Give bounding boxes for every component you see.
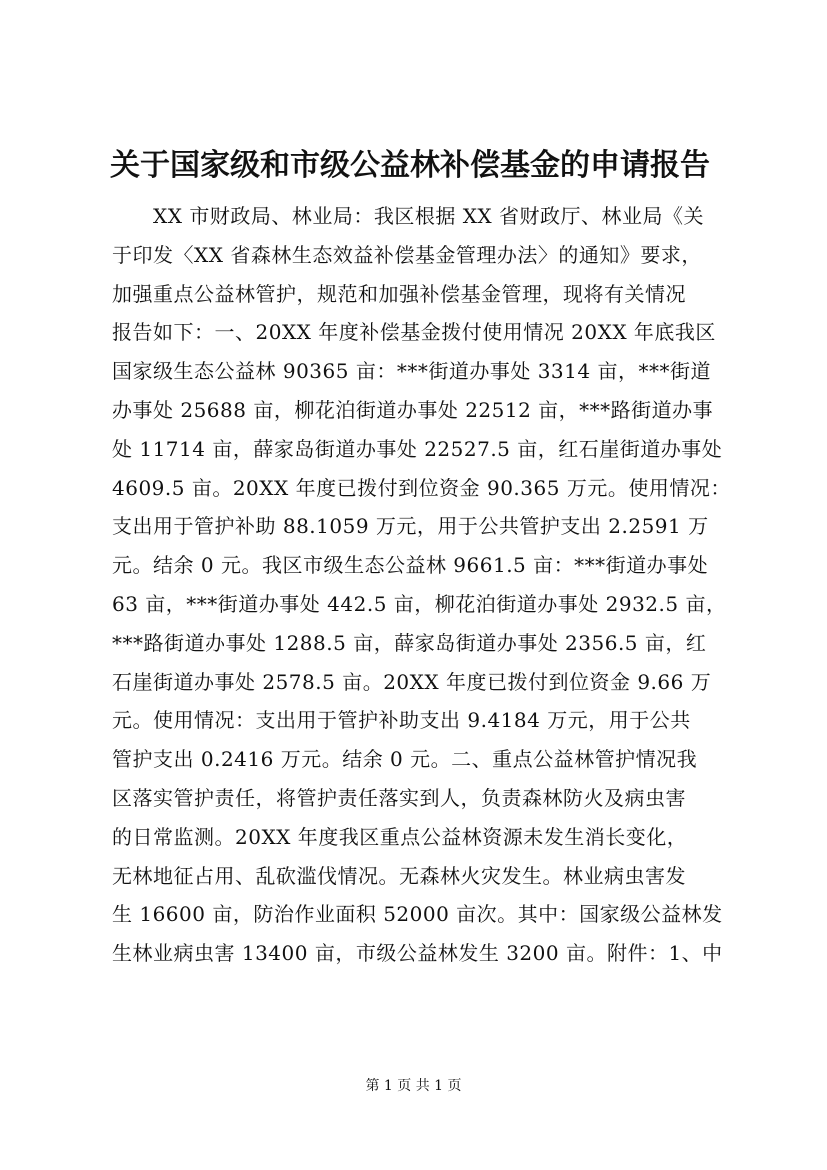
body-line: 的日常监测。20XX 年度我区重点公益林资源未发生消长变化， [112,824,688,849]
body-line: 元。使用情况：支出用于管护补助支出 9.4184 万元，用于公共 [112,708,691,733]
body-line: 元。结余 0 元。我区市级生态公益林 9661.5 亩：***街道办事处 [112,553,709,578]
body-line: 生林业病虫害 13400 亩，市级公益林发生 3200 亩。附件：1、中 [112,941,723,966]
body-line: 支出用于管护补助 88.1059 万元，用于公共管护支出 2.2591 万 [112,514,709,539]
body-line: 加强重点公益林管护，规范和加强补偿基金管理，现将有关情况 [112,281,686,306]
document-body [112,197,732,973]
body-line: 区落实管护责任，将管护责任落实到人，负责森林防火及病虫害 [112,785,686,810]
body-line: 无林地征占用、乱砍滥伐情况。无森林火灾发生。林业病虫害发 [112,863,686,888]
body-line: ***路街道办事处 1288.5 亩，薛家岛街道办事处 2356.5 亩，红 [112,630,707,655]
body-line: 处 11714 亩，薛家岛街道办事处 22527.5 亩，红石崖街道办事处 [112,436,723,461]
body-line: 报告如下：一、20XX 年度补偿基金拨付使用情况 20XX 年底我区 [112,320,716,345]
body-line: 于印发〈XX 省森林生态效益补偿基金管理办法〉的通知》要求， [112,242,702,267]
page-number-footer: 第 1 页 共 1 页 [365,1078,462,1094]
body-line: 石崖街道办事处 2578.5 亩。20XX 年度已拨付到位资金 9.66 万 [112,669,712,694]
body-line: 国家级生态公益林 90365 亩：***街道办事处 3314 亩，***街道 [112,359,711,384]
body-line: 4609.5 亩。20XX 年度已拨付到位资金 90.365 万元。使用情况： [112,475,731,500]
body-line: 管护支出 0.2416 万元。结余 0 元。二、重点公益林管护情况我 [112,747,698,772]
document-title: 关于国家级和市级公益林补偿基金的申请报告 [110,148,710,183]
body-line: 办事处 25688 亩，柳花泊街道办事处 22512 亩，***路街道办事 [112,397,714,422]
body-line: 生 16600 亩，防治作业面积 52000 亩次。其中：国家级公益林发 [112,902,723,927]
body-line: 63 亩，***街道办事处 442.5 亩，柳花泊街道办事处 2932.5 亩， [112,591,727,616]
body-line: XX 市财政局、林业局：我区根据 XX 省财政厅、林业局《关 [112,204,705,228]
